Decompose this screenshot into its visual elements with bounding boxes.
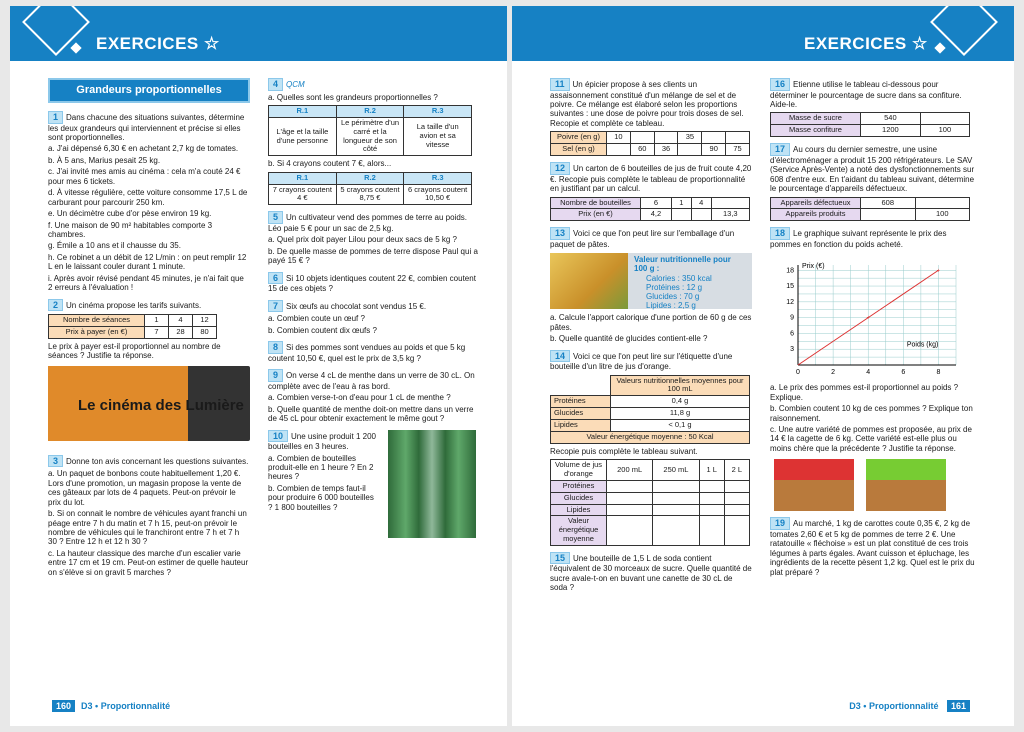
y-tick-label: 18 — [786, 267, 794, 275]
exercise-text: Au marché, 1 kg de carottes coute 0,35 €, 2 kg de tomates 2,60 € et 5 kg de pommes de terre 2 €. Une ratatouille « fléchoise » est un plat constitué de ces trois légumes à parts égales. Avant cuisson et épluchage, les ingrédients de la recette pèsent 1,2 kg. Quel est le prix du plat préparé ? — [770, 519, 975, 577]
exercise-14 — [550, 350, 752, 546]
question: a. Calcule l'apport calorique d'une portion de 60 g de ces pâtes. — [550, 313, 752, 332]
page-number: 160 — [52, 700, 75, 712]
left-column-2 — [268, 78, 478, 546]
footer — [849, 700, 970, 712]
table-cell: R.2 — [336, 172, 404, 184]
table-cell: < 0,1 g — [611, 420, 750, 432]
exercise-text: Un carton de 6 bouteilles de jus de fruit coute 4,20 €. Recopie puis complète le tableau de proportionnalité en justifiant par un calcul. — [550, 164, 752, 194]
header-dot — [934, 42, 945, 53]
question: a. Quelles sont les grandeurs proportionnelles ? — [268, 92, 438, 102]
table-cell: 4 — [169, 315, 193, 327]
exercise-16 — [770, 78, 976, 137]
table-cell: 12 — [193, 315, 217, 327]
table-cell — [915, 197, 970, 209]
question: e. Un décimètre cube d'or pèse environ 19 kg. — [48, 209, 212, 219]
table-cell: 100 — [915, 209, 970, 221]
table-cell: 11,8 g — [611, 408, 750, 420]
qcm-table-a — [268, 105, 472, 156]
pasta-photo — [550, 253, 628, 309]
table-cell: Nombre de bouteilles — [551, 197, 641, 209]
tarif-table — [48, 314, 217, 339]
footer-label: D3 • Proportionnalité — [81, 701, 171, 711]
exercise-text: Voici ce que l'on peut lire sur l'étiquette d'une bouteille d'un litre de jus d'orange. — [550, 351, 733, 372]
x-tick-label: 4 — [866, 369, 871, 377]
exercise-18 — [770, 227, 976, 511]
question: g. Émile a 10 ans et il chausse du 35. — [48, 241, 181, 251]
exercise-text: Voici ce que l'on peut lire sur l'emballage d'un paquet de pâtes. — [550, 229, 735, 249]
exercise-5 — [268, 211, 478, 265]
table-cell — [726, 132, 750, 144]
header-band — [512, 6, 1014, 61]
y-tick-label: 6 — [790, 330, 794, 338]
exercise-number: 14 — [550, 350, 570, 363]
table-cell: Glucides — [551, 492, 607, 504]
question: b. Si 4 crayons coutent 7 €, alors... — [268, 159, 392, 169]
nutrition-title: Valeur nutritionnelle pour 100 g : — [634, 255, 731, 274]
x-tick-label: 8 — [936, 369, 941, 377]
nutrition-line: Calories : 350 kcal — [646, 273, 712, 283]
table-cell: 35 — [678, 132, 702, 144]
left-page — [10, 6, 507, 726]
table-cell — [630, 132, 654, 144]
question: a. Combien de bouteilles produit-elle en 1 heure ? En 2 heures ? — [268, 453, 374, 482]
question: f. Une maison de 90 m² habitables comporte 3 chambres. — [48, 220, 213, 239]
table-cell: Valeur énergétique moyenne — [551, 516, 607, 546]
right-column-2 — [770, 78, 976, 583]
table-cell: Masse de sucre — [771, 113, 861, 125]
qcm-title: QCM — [286, 80, 305, 89]
green-apples-crate — [866, 459, 946, 511]
exercise-10 — [268, 430, 478, 540]
question: b. Quelle quantité de menthe doit-on mettre dans un verre de 45 cL pour obtenir exactement le même gout ? — [268, 404, 474, 424]
header-band — [10, 6, 507, 61]
data-point: + — [866, 315, 870, 322]
table-cell: Sel (en g) — [551, 144, 607, 156]
header-dot — [70, 42, 81, 53]
table-cell — [702, 132, 726, 144]
question: a. Le prix des pommes est-il proportionnel au poids ? Explique. — [770, 383, 959, 402]
table-cell — [691, 209, 711, 221]
question: a. Combien verse-t-on d'eau pour 1 cL de menthe ? — [268, 393, 451, 403]
right-page — [512, 6, 1014, 726]
exercise-number: 18 — [770, 227, 790, 240]
exercise-number: 12 — [550, 162, 570, 175]
page-number: 161 — [947, 700, 970, 712]
question: a. Un paquet de bonbons coute habituellement 1,20 €. Lors d'une promotion, un magasin propose la vente de ces gâteaux par lots de 4 paquets. Peut-on prévoir le prix du lot. — [48, 469, 242, 507]
exercise-number: 16 — [770, 78, 790, 91]
table-cell: R.3 — [404, 106, 472, 118]
question: d. À vitesse régulière, cette voiture consomme 17,5 L de carburant pour parcourir 250 km. — [48, 188, 248, 207]
question: b. Combien de temps faut-il pour produire 6 000 bouteilles ? 1 800 bouteilles ? — [268, 483, 374, 512]
table-cell: Lipides — [551, 504, 607, 516]
y-tick-label: 15 — [786, 283, 794, 291]
table-cell: Prix (en €) — [551, 209, 641, 221]
exercise-17 — [770, 143, 976, 221]
question: c. Une autre variété de pommes est proposée, au prix de 14 € la cagette de 6 kg. Cette variété est-elle plus ou moins chère que la précédente ? Justifie ta réponse. — [770, 425, 972, 453]
table-cell: 6 — [641, 197, 672, 209]
y-tick-label: 3 — [790, 346, 794, 354]
table-cell: 1 L — [699, 460, 724, 481]
question: b. Si on connait le nombre de véhicules ayant franchi un péage entre 7 h du matin et 7 h 15, peut-on prévoir le nombre de véhicules qui le franchiront entre 7 h et 7 h 30 ? Entre 12 h et 12 h 30 ? — [48, 509, 247, 547]
y-axis-label: Prix (€) — [802, 263, 825, 271]
table-cell: 1 — [145, 315, 169, 327]
page-title: EXERCICES ☆ — [96, 34, 220, 53]
table-cell: Volume de jus d'orange — [551, 460, 607, 481]
nutrition-line: Protéines : 12 g — [646, 282, 703, 292]
table-cell: 10 — [607, 132, 631, 144]
exercise-text: Une usine produit 1 200 bouteilles en 3 heures. — [268, 431, 376, 452]
exercise-9 — [268, 369, 478, 423]
table-cell: 80 — [193, 327, 217, 339]
exercise-12 — [550, 162, 752, 221]
table-cell: Masse confiture — [771, 125, 861, 137]
question: a. J'ai dépensé 6,30 € en achetant 2,7 kg de tomates. — [48, 144, 239, 154]
table-cell: 36 — [654, 144, 678, 156]
table-cell: 0,4 g — [611, 396, 750, 408]
question: c. La hauteur classique des marche d'un escalier varie entre 17 cm et 19 cm. Peut-on estimer de quelle hauteur on s'élève si on gravit 5 marches ? — [48, 548, 249, 577]
exercise-number: 15 — [550, 552, 570, 565]
nutrition-line: Glucides : 70 g — [646, 292, 700, 302]
exercise-text: Dans chacune des situations suivantes, détermine les deux grandeurs qui interviennent et précise si elles sont proportionnelles. — [48, 112, 245, 143]
nutrition-box — [628, 253, 752, 309]
table-cell: 7 crayons coutent 4 € — [269, 184, 337, 205]
exercise-text: On verse 4 cL de menthe dans un verre de 30 cL. On complète avec de l'eau à ras bord. — [268, 371, 475, 391]
table-cell — [920, 113, 969, 125]
price-chart — [770, 251, 970, 381]
exercise-1 — [48, 111, 250, 293]
exercise-text: Donne ton avis concernant les questions suivantes. — [66, 456, 249, 466]
table-cell: Appareils défectueux — [771, 197, 861, 209]
exercise-7 — [268, 300, 478, 335]
table-cell: L'âge et la taille d'une personne — [269, 117, 337, 155]
banner-text: Le cinéma des Lumière — [78, 396, 244, 414]
table-cell: 100 — [920, 125, 969, 137]
x-tick-label: 6 — [901, 369, 906, 377]
exercise-number: 9 — [268, 369, 283, 382]
question: c. J'ai invité mes amis au cinéma : cela m'a couté 24 € pour mes 6 tickets. — [48, 167, 241, 186]
question: Recopie puis complète le tableau suivant. — [550, 446, 698, 456]
table-cell: R.1 — [269, 172, 337, 184]
table-cell: 6 crayons coutent 10,50 € — [404, 184, 472, 205]
exercise-text: Un cinéma propose les tarifs suivants. — [66, 300, 202, 310]
exercise-number: 4 — [268, 78, 283, 91]
page-title: EXERCICES ☆ — [804, 34, 928, 53]
table-cell: La taille d'un avion et sa vitesse — [404, 117, 472, 155]
table-cell: 540 — [861, 113, 921, 125]
table-cell: Le périmètre d'un carré et la longueur de son côté — [336, 117, 404, 155]
exercise-text: Un épicier propose à ses clients un assaisonnement constitué d'un mélange de sel et de poivre. Ce mélange est élaboré selon les proportions suivantes : une dose de poivre pour trois doses de sel. Recopie et complète ce tableau. — [550, 80, 744, 128]
exercise-text: Une bouteille de 1,5 L de soda contient l'équivalent de 30 morceaux de sucre. Quelle quantité de sucre avale-t-on en buvant une canette de 30 cL de soda ? — [550, 553, 752, 593]
table-cell: Valeur énergétique moyenne : 50 Kcal — [551, 431, 750, 443]
question: i. Après avoir révisé pendant 45 minutes, je n'ai fait que 2 erreurs à l'évaluation ! — [48, 273, 244, 293]
exercise-19 — [770, 517, 976, 577]
nutrition-line: Lipides : 2,5 g — [646, 301, 696, 311]
question: h. Ce robinet a un débit de 12 L/min : on peut remplir 12 L en le laissant couler durant 1 minute. — [48, 252, 247, 272]
exercise-3 — [48, 455, 250, 577]
exercise-number: 11 — [550, 78, 570, 91]
exercise-13 — [550, 227, 752, 343]
table-cell — [711, 197, 749, 209]
orange-volume-table — [550, 459, 750, 546]
exercise-number: 7 — [268, 300, 283, 313]
poivre-sel-table — [550, 131, 750, 156]
table-cell: Nombre de séances — [49, 315, 145, 327]
exercise-number: 13 — [550, 227, 570, 240]
left-column-1 — [48, 78, 250, 583]
table-cell: Valeurs nutritionnelles moyennes pour 100 mL — [611, 375, 750, 396]
table-cell: Appareils produits — [771, 209, 861, 221]
table-cell — [861, 209, 916, 221]
cinema-banner — [48, 366, 250, 441]
table-cell: 4 — [691, 197, 711, 209]
table-cell: 1 — [671, 197, 691, 209]
question: b. De quelle masse de pommes de terre dispose Paul qui a payé 15 € ? — [268, 246, 478, 266]
table-cell: Glucides — [551, 408, 611, 420]
table-cell: R.1 — [269, 106, 337, 118]
question: a. Quel prix doit payer Lilou pour deux sacs de 5 kg ? — [268, 235, 457, 245]
table-cell — [678, 144, 702, 156]
table-cell — [671, 209, 691, 221]
question: a. Combien coute un œuf ? — [268, 314, 365, 324]
data-point: + — [936, 268, 941, 275]
exercise-text: Six œufs au chocolat sont vendus 15 €. — [286, 301, 427, 311]
table-cell: 608 — [861, 197, 916, 209]
exercise-number: 17 — [770, 143, 790, 156]
exercise-number: 5 — [268, 211, 283, 224]
exercise-text: Etienne utilise le tableau ci-dessous pour déterminer le pourcentage de sucre dans sa confiture. Aide-le. — [770, 80, 962, 110]
table-cell: R.3 — [404, 172, 472, 184]
x-tick-label: 0 — [796, 369, 800, 377]
question: Le prix à payer est-il proportionnel au nombre de séances ? Justifie ta réponse. — [48, 341, 221, 361]
x-axis-label: Poids (kg) — [906, 341, 939, 349]
table-cell: 5 crayons coutent 8,75 € — [336, 184, 404, 205]
qcm-table-b — [268, 172, 472, 206]
pasta-box — [550, 253, 752, 309]
table-cell: 75 — [726, 144, 750, 156]
bouteilles-table — [550, 197, 750, 222]
table-cell: R.2 — [336, 106, 404, 118]
exercise-number: 3 — [48, 455, 63, 468]
exercise-15 — [550, 552, 752, 593]
red-apples-crate — [774, 459, 854, 511]
question: b. Combien coutent dix œufs ? — [268, 325, 377, 335]
right-column-1 — [550, 78, 752, 599]
table-cell — [654, 132, 678, 144]
exercise-number: 10 — [268, 430, 288, 443]
table-cell: 1200 — [861, 125, 921, 137]
exercise-text: Un cultivateur vend des pommes de terre au poids. Léo paie 5 € pour un sac de 2,5 kg. — [268, 213, 467, 233]
exercise-text: Le graphique suivant représente le prix des pommes en fonction du poids acheté. — [770, 229, 947, 249]
table-cell: 2 L — [724, 460, 749, 481]
table-cell: 13,3 — [711, 209, 749, 221]
section-title: Grandeurs proportionnelles — [48, 78, 250, 103]
exercise-text: Si 10 objets identiques coutent 22 €, combien coutent 15 de ces objets ? — [268, 273, 476, 294]
exercise-text: Au cours du dernier semestre, une usine d'électroménager a produit 15 200 réfrigérateurs. Le SAV (Service Après-Vente) a noté des dysfonctionnements sur 608 d'entre eux. En t'aidant du tableau suivant, détermine le pourcentage d'appareils défectueux. — [770, 145, 975, 194]
exercise-4 — [268, 78, 478, 205]
table-cell: 28 — [169, 327, 193, 339]
exercise-2 — [48, 299, 250, 441]
table-cell: Prix à payer (en €) — [49, 327, 145, 339]
question: b. Quelle quantité de glucides contient-elle ? — [550, 334, 708, 344]
question: b. À 5 ans, Marius pesait 25 kg. — [48, 155, 161, 165]
table-cell: Protéines — [551, 480, 607, 492]
table-cell: 250 mL — [653, 460, 699, 481]
confiture-table — [770, 112, 970, 137]
exercise-number: 8 — [268, 341, 283, 354]
apple-crates — [774, 459, 976, 511]
table-cell: 4,2 — [641, 209, 672, 221]
orange-label-table — [550, 375, 750, 444]
table-cell: Lipides — [551, 420, 611, 432]
table-cell: Poivre (en g) — [551, 132, 607, 144]
exercise-11 — [550, 78, 752, 156]
exercise-number: 6 — [268, 272, 283, 285]
table-cell: 90 — [702, 144, 726, 156]
table-cell: 60 — [630, 144, 654, 156]
footer — [52, 700, 170, 712]
table-cell — [551, 375, 611, 396]
question: b. Combien coutent 10 kg de ces pommes ? Explique ton raisonnement. — [770, 404, 973, 423]
x-tick-label: 2 — [831, 369, 836, 377]
y-tick-label: 12 — [786, 299, 794, 307]
table-cell: 7 — [145, 327, 169, 339]
y-tick-label: 9 — [790, 314, 794, 322]
exercise-number: 1 — [48, 111, 63, 124]
table-cell: 200 mL — [607, 460, 653, 481]
appareils-table — [770, 197, 970, 222]
table-cell: Protéines — [551, 396, 611, 408]
footer-label: D3 • Proportionnalité — [849, 701, 939, 711]
exercise-6 — [268, 272, 478, 294]
exercise-8 — [268, 341, 478, 363]
exercise-number: 2 — [48, 299, 63, 312]
table-cell — [607, 144, 631, 156]
exercise-text: Si des pommes sont vendues au poids et que 5 kg coutent 10,50 €, quel est le prix de 3,5 kg ? — [268, 343, 466, 363]
exercise-number: 19 — [770, 517, 790, 530]
bottles-photo — [388, 430, 476, 538]
